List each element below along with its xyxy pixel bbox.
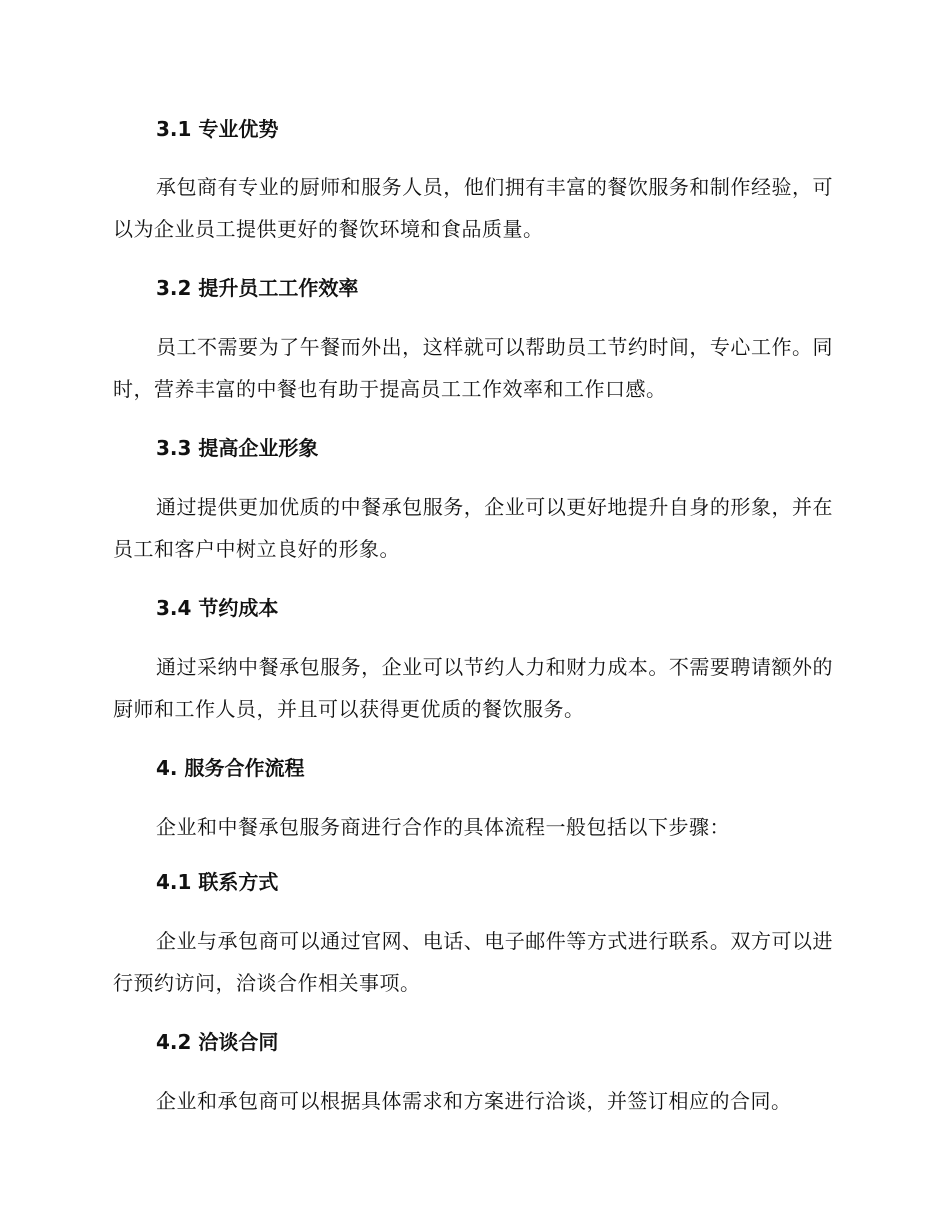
section-heading-3-2: 3.2 提升员工工作效率 <box>156 276 359 300</box>
section-paragraph-3-1: 承包商有专业的厨师和服务人员，他们拥有丰富的餐饮服务和制作经验，可以为企业员工提供更好的餐饮环境和食品质量。 <box>113 175 833 241</box>
section-heading-3-1: 3.1 专业优势 <box>156 117 279 141</box>
section-paragraph-4-1: 企业与承包商可以通过官网、电话、电子邮件等方式进行联系。双方可以进行预约访问，洽谈合作相关事项。 <box>113 929 833 995</box>
section-heading-4-1: 4.1 联系方式 <box>156 870 279 894</box>
section-paragraph-3-4: 通过采纳中餐承包服务，企业可以节约人力和财力成本。不需要聘请额外的厨师和工作人员，并且可以获得更优质的餐饮服务。 <box>113 655 833 721</box>
section-paragraph-3-2: 员工不需要为了午餐而外出，这样就可以帮助员工节约时间，专心工作。同时，营养丰富的中餐也有助于提高员工工作效率和工作口感。 <box>113 335 833 401</box>
section-paragraph-4-2: 企业和承包商可以根据具体需求和方案进行洽谈，并签订相应的合同。 <box>156 1089 792 1113</box>
section-heading-3-3: 3.3 提高企业形象 <box>156 436 319 460</box>
section-heading-3-4: 3.4 节约成本 <box>156 596 279 620</box>
section-paragraph-4: 企业和中餐承包服务商进行合作的具体流程一般包括以下步骤： <box>156 815 730 839</box>
section-paragraph-3-3: 通过提供更加优质的中餐承包服务，企业可以更好地提升自身的形象，并在员工和客户中树立良好的形象。 <box>113 495 833 561</box>
section-heading-4-2: 4.2 洽谈合同 <box>156 1030 279 1054</box>
section-heading-4: 4. 服务合作流程 <box>156 756 305 780</box>
